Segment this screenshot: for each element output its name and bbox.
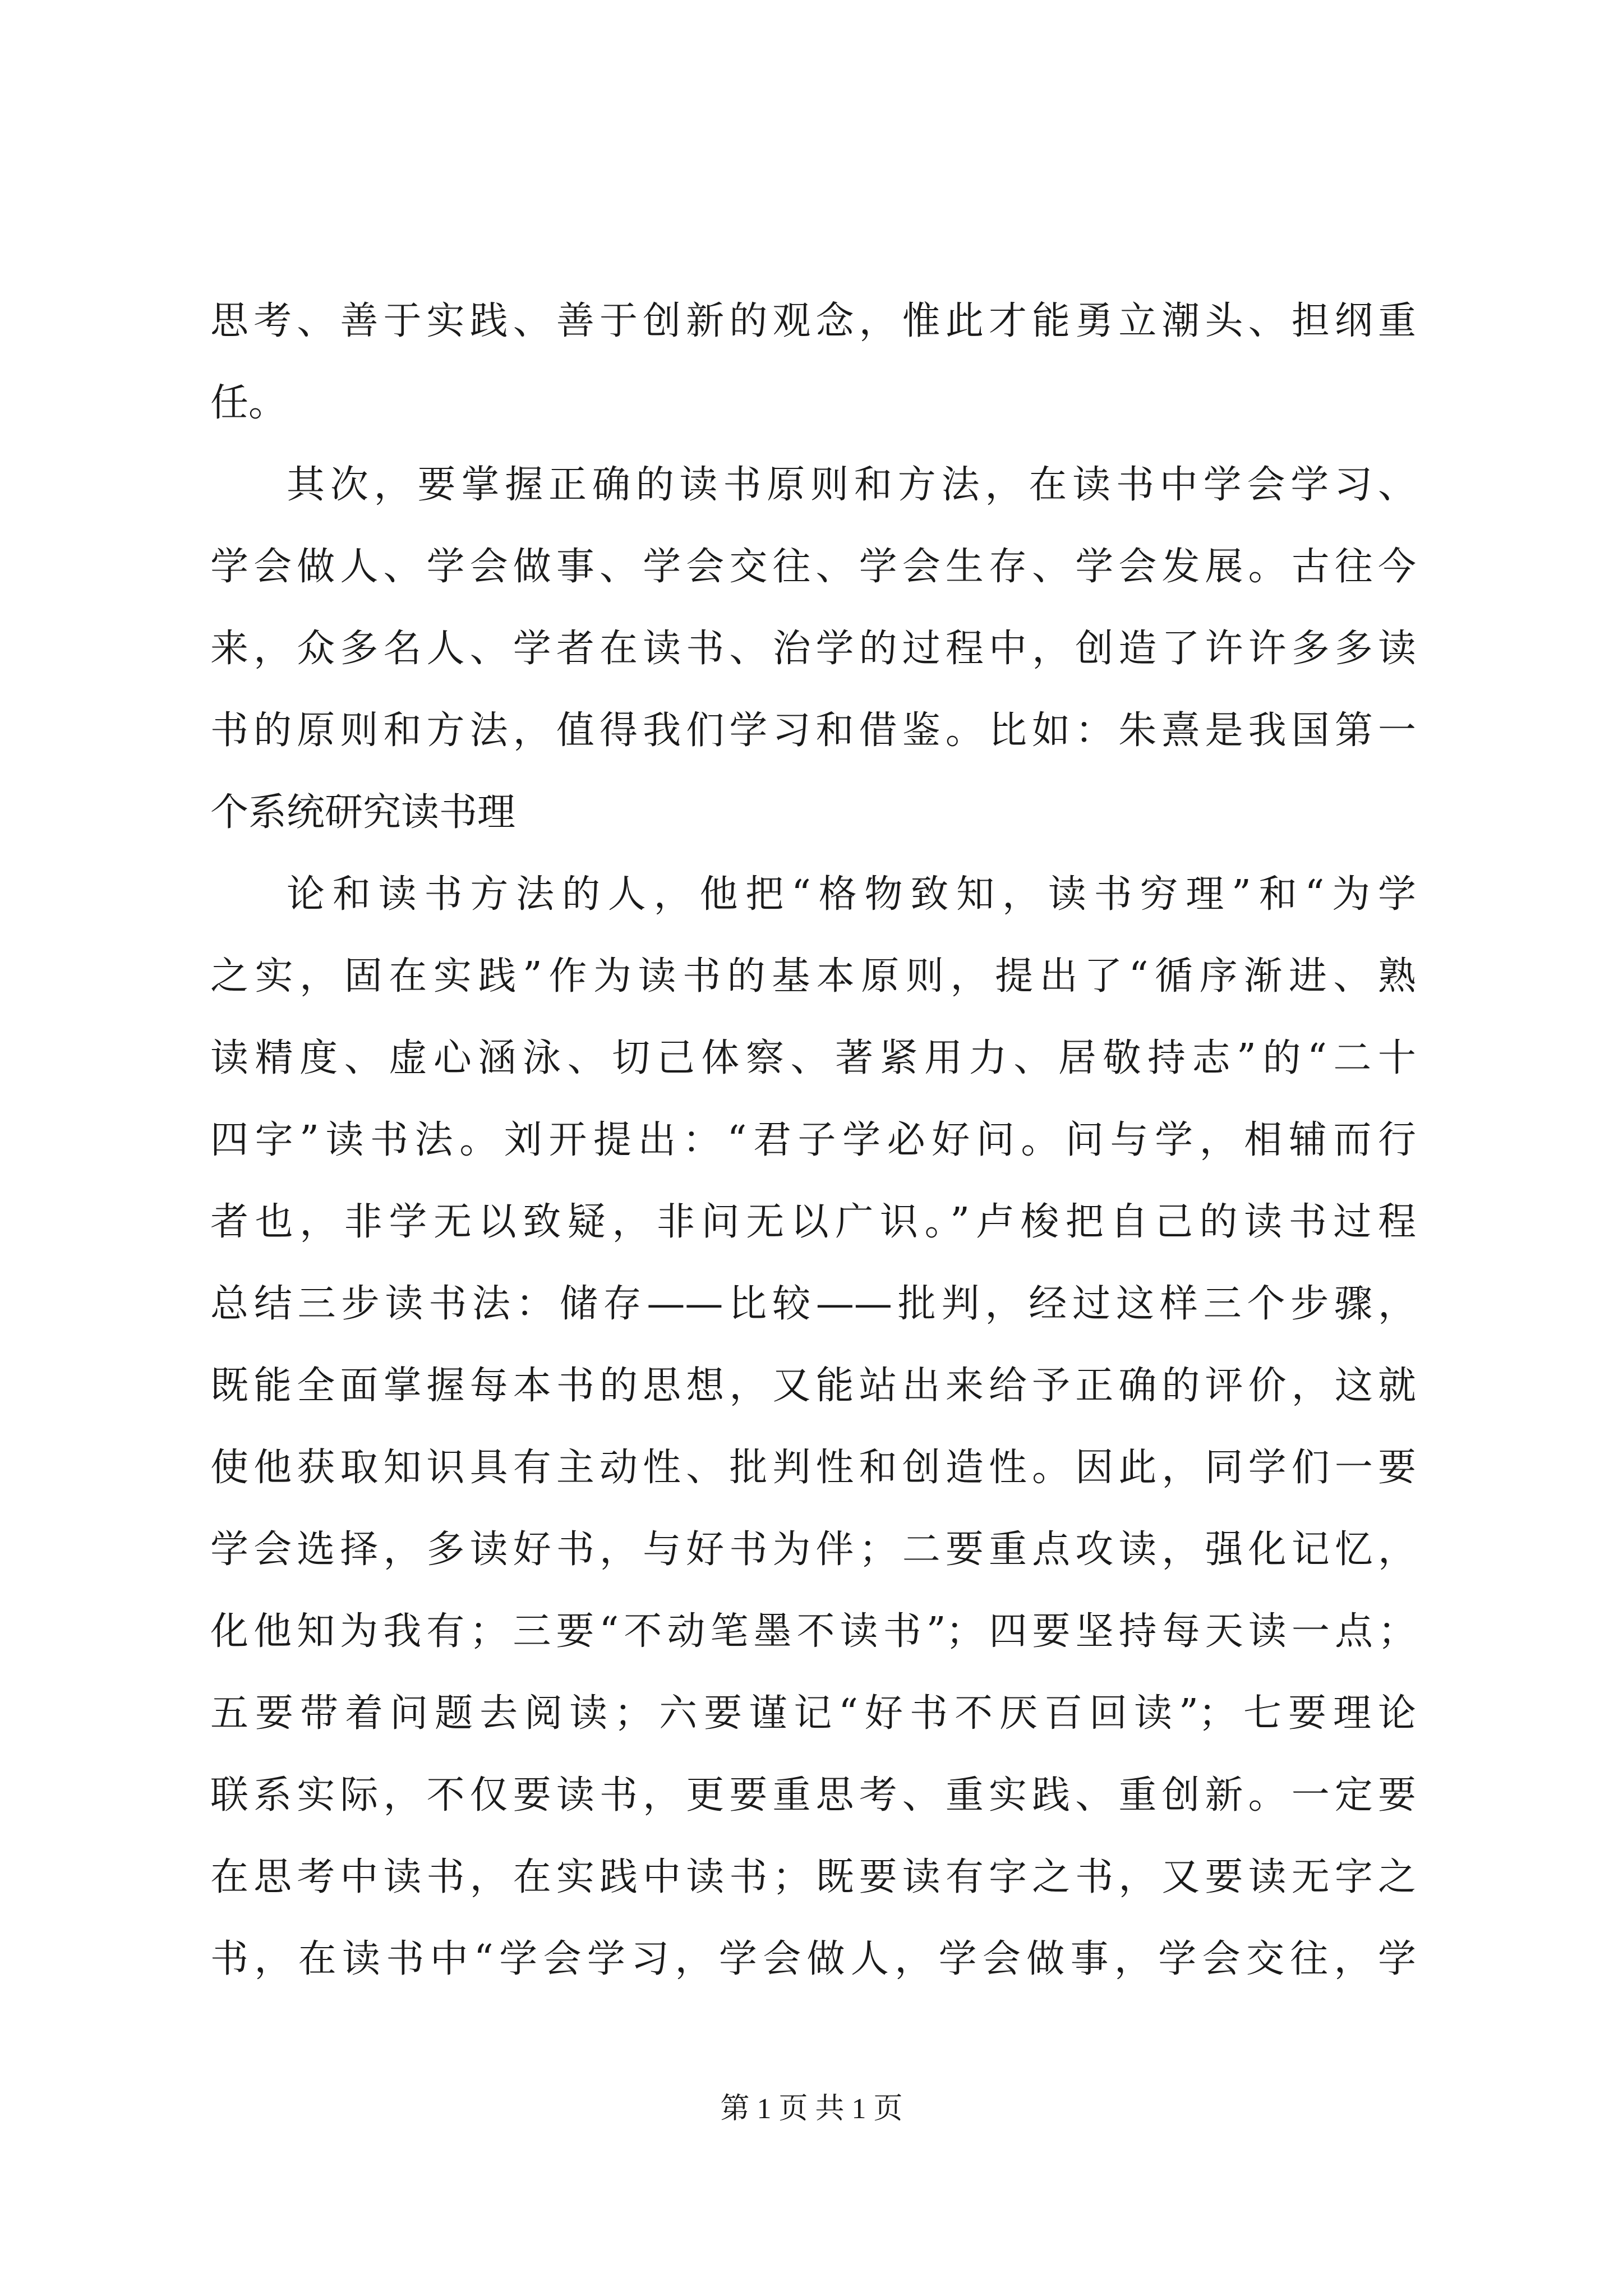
- body-text: [210, 280, 1416, 2000]
- text-line: 书，在读书中“学会学习，学会做人，学会做事，学会交往，学: [210, 1937, 1416, 1981]
- text-line: 论和读书方法的人，他把“格物致知，读书穷理”和“为学: [287, 872, 1416, 917]
- text-line: 在思考中读书，在实践中读书；既要读有字之书，又要读无字之: [210, 1855, 1416, 1899]
- text-line: 个系统研究读书理: [210, 790, 516, 835]
- text-line: 任。: [210, 381, 287, 425]
- text-line: 来，众多名人、学者在读书、治学的过程中，创造了许许多多读: [210, 627, 1416, 671]
- text-line: 既能全面掌握每本书的思想，又能站出来给予正确的评价，这就: [210, 1364, 1416, 1408]
- text-line: 思考、善于实践、善于创新的观念，惟此才能勇立潮头、担纲重: [210, 299, 1416, 343]
- page-footer: 第 1 页 共 1 页: [720, 2093, 903, 2125]
- text-line: 五要带着问题去阅读；六要谨记“好书不厌百回读”；七要理论: [210, 1691, 1416, 1736]
- text-line: 者也，非学无以致疑，非问无以广识。”卢梭把自己的读书过程: [210, 1200, 1416, 1244]
- text-line: 联系实际，不仅要读书，更要重思考、重实践、重创新。一定要: [210, 1773, 1416, 1818]
- text-line: 其次，要掌握正确的读书原则和方法，在读书中学会学习、: [287, 463, 1416, 507]
- text-line: 学会选择，多读好书，与好书为伴；二要重点攻读，强化记忆，: [210, 1527, 1416, 1572]
- text-line: 学会做人、学会做事、学会交往、学会生存、学会发展。古往今: [210, 545, 1416, 589]
- text-line: 四字”读书法。刘开提出：“君子学必好问。问与学，相辅而行: [210, 1118, 1416, 1162]
- text-line: 总结三步读书法：储存——比较——批判，经过这样三个步骤，: [210, 1282, 1416, 1326]
- text-line: 书的原则和方法，值得我们学习和借鉴。比如：朱熹是我国第一: [210, 708, 1416, 753]
- text-line: 之实，固在实践”作为读书的基本原则，提出了“循序渐进、熟: [210, 954, 1416, 999]
- text-line: 化他知为我有；三要“不动笔墨不读书”；四要坚持每天读一点；: [210, 1609, 1416, 1654]
- text-line: 使他获取知识具有主动性、批判性和创造性。因此，同学们一要: [210, 1446, 1416, 1490]
- text-line: 读精度、虚心涵泳、切己体察、著紧用力、居敬持志”的“二十: [210, 1036, 1416, 1080]
